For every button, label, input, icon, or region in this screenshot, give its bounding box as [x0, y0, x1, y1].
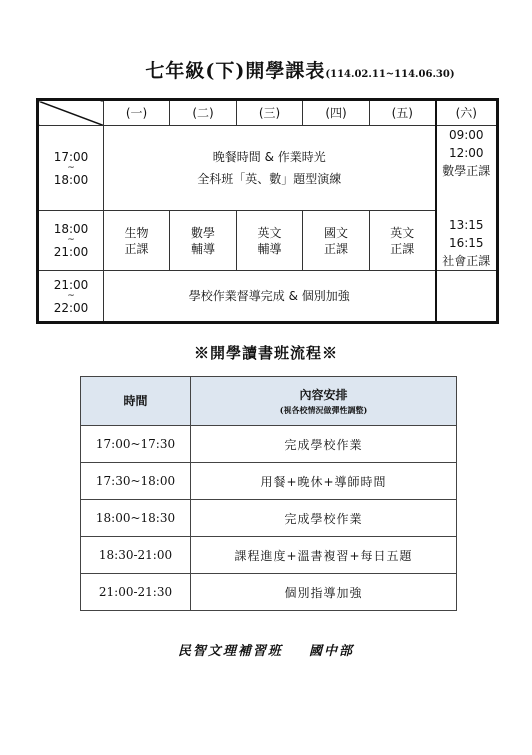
title-main: 七年級(下)開學課表	[145, 60, 326, 82]
time-cell-1700	[38, 126, 104, 211]
time-end: 21:00	[53, 245, 89, 260]
process-time: 17:00~17:30	[81, 426, 191, 463]
table-row	[81, 500, 457, 537]
class-cell-mon	[104, 211, 170, 271]
dinner-homework-text: 晚餐時間 & 作業時光	[212, 150, 326, 165]
time-cell-1800	[38, 211, 104, 271]
class-subject: 生物	[124, 225, 149, 240]
process-content: 個別指導加強	[191, 574, 457, 611]
supervision-block: 學校作業督導完成 & 個別加強	[104, 271, 436, 323]
process-header-row	[81, 377, 457, 426]
process-col-time: 時間	[81, 377, 191, 426]
process-time: 17:30~18:00	[81, 463, 191, 500]
footer-signature	[0, 640, 532, 659]
sat-social-end: 16:15	[448, 236, 484, 250]
table-row	[81, 537, 457, 574]
process-time: 21:00-21:30	[81, 574, 191, 611]
sat-math-end: 12:00	[448, 146, 484, 160]
process-content: 完成學校作業	[191, 426, 457, 463]
footer-division: 國中部	[309, 644, 355, 659]
schedule-row-1700	[38, 126, 498, 211]
time-start: 18:00	[53, 222, 89, 237]
class-type: 輔導	[257, 241, 282, 256]
header-sat: (六)	[436, 100, 498, 126]
process-col-content-label: 內容安排	[299, 388, 348, 402]
table-row	[81, 463, 457, 500]
table-row	[81, 574, 457, 611]
title-date-range: (114.02.11~114.06.30)	[325, 69, 455, 80]
header-mon: (一)	[104, 100, 170, 126]
time-tilde: ~	[67, 290, 75, 301]
practice-text: 全科班「英、數」題型演練	[197, 172, 342, 187]
class-cell-tue	[170, 211, 237, 271]
class-subject: 數學	[190, 225, 215, 240]
process-col-content	[191, 377, 457, 426]
time-start: 17:00	[53, 149, 89, 164]
process-col-content-note: (視各校情況做彈性調整)	[279, 405, 368, 415]
time-tilde: ~	[67, 162, 75, 173]
process-heading: ※開學讀書班流程※	[193, 344, 338, 362]
corner-diagonal-cell	[38, 100, 104, 126]
page-title	[0, 56, 532, 83]
process-content: 課程進度+溫書複習+每日五題	[191, 537, 457, 574]
sat-social-label: 社會正課	[442, 254, 491, 268]
time-tilde: ~	[67, 235, 75, 246]
footer-school: 民智文理補習班	[177, 644, 283, 659]
process-time: 18:00~18:30	[81, 500, 191, 537]
class-subject: 英文	[257, 225, 282, 240]
header-thu: (四)	[303, 100, 370, 126]
process-content: 用餐+晚休+導師時間	[191, 463, 457, 500]
class-subject: 國文	[323, 225, 348, 240]
saturday-block	[436, 126, 498, 271]
process-content: 完成學校作業	[191, 500, 457, 537]
class-type: 正課	[390, 241, 415, 256]
schedule-header-row	[38, 100, 498, 126]
saturday-empty-cell	[436, 271, 498, 323]
time-end: 22:00	[53, 300, 89, 315]
schedule-row-1800	[38, 211, 498, 271]
sat-math-label: 數學正課	[442, 164, 491, 178]
schedule-table	[36, 98, 499, 324]
process-time: 18:30-21:00	[81, 537, 191, 574]
sat-social-start: 13:15	[448, 218, 484, 232]
table-row	[81, 426, 457, 463]
process-table	[80, 376, 457, 611]
time-end: 18:00	[53, 172, 89, 187]
sat-math-start: 09:00	[448, 128, 484, 142]
class-type: 正課	[323, 241, 348, 256]
class-subject: 英文	[390, 225, 415, 240]
time-cell-2100	[38, 271, 104, 323]
header-tue: (二)	[170, 100, 237, 126]
header-fri: (五)	[370, 100, 436, 126]
class-type: 輔導	[190, 241, 215, 256]
header-wed: (三)	[237, 100, 303, 126]
class-cell-wed	[237, 211, 303, 271]
class-cell-thu	[303, 211, 370, 271]
time-start: 21:00	[53, 277, 89, 292]
weekday-block-1700	[104, 126, 436, 211]
schedule-row-2100	[38, 271, 498, 323]
class-cell-fri	[370, 211, 436, 271]
class-type: 正課	[124, 241, 149, 256]
